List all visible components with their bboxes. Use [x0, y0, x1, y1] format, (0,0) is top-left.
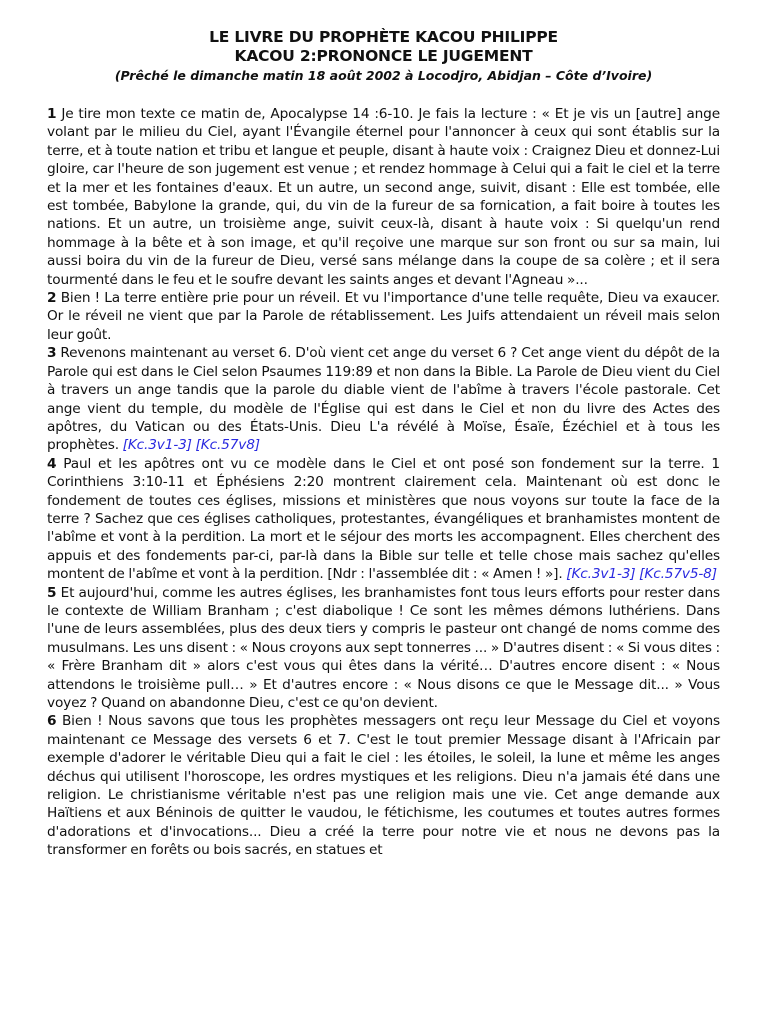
- cross-reference-link[interactable]: [Kc.3v1-3] [Kc.57v8]: [122, 437, 260, 454]
- verse-text: Revenons maintenant au verset 6. D'où vient cet ange du verset 6 ? Cet ange vient du dépôt de la Parole qui est dans le Ciel selon Psaumes 119:89 et non dans la Bible. La Parole de Dieu vient du Ciel à travers un ange tandis que la parole du diable vient de l'abîme à travers l'école pastorale. Cet ange vient du temple, du modèle de l'Église qui est dans le Ciel et non du livre des Actes des apôtres, du Vatican ou des États-Unis. Dieu L'a révélé à Moïse, Ésaïe, Ézéchiel et à tous les prophètes.: [47, 345, 720, 454]
- verse-paragraph: [47, 712, 720, 859]
- cross-reference-link[interactable]: [Kc.3v1-3] [Kc.57v5-8]: [566, 566, 717, 583]
- verse-paragraph: [47, 344, 720, 454]
- document-subtitle: (Prêché le dimanche matin 18 août 2002 à Locodjro, Abidjan – Côte d’Ivoire): [114, 68, 653, 83]
- verse-paragraph: [47, 455, 720, 584]
- verse-text: Bien ! Nous savons que tous les prophètes messagers ont reçu leur Message du Ciel et voyons maintenant ce Message des versets 6 et 7. C'est le tout premier Message disant à l'Africain par exemple d'adorer le véritable Dieu qui a fait le ciel : les étoiles, le soleil, la lune et même les anges déchus qui utilisent l'horoscope, les ordres mystiques et les religions. Dieu n'a jamais été dans une religion. Le christianisme véritable n'est pas une religion mais une vie. Cet ange demande aux Haïtiens et aux Béninois de quitter le vaudou, le fétichisme, les coutumes et toutes autres formes d'adorations et d'invocations... Dieu a créé la terre pour notre vie et nous ne devons pas la transformer en forêts ou bois sacrés, en statues et: [47, 713, 720, 859]
- sermon-body: [47, 105, 720, 860]
- verse-number: 2: [47, 290, 57, 307]
- verse-paragraph: [47, 584, 720, 713]
- verse-number: 1: [47, 106, 57, 122]
- verse-paragraph: [47, 105, 720, 289]
- verse-text: Je tire mon texte ce matin de, Apocalypse 14 :6-10. Je fais la lecture : « Et je vis un [autre] ange volant par le milieu du Ciel, ayant l'Évangile éternel pour l'annoncer à ceux qui sont établis sur la terre, et à toute nation et tribu et langue et peuple, disant à haute voix : Craignez Dieu et donnez-Lui gloire, car l'heure de son jugement est venue ; et rendez hommage à Celui qui a fait le ciel et la terre et la mer et les fontaines d'eaux. Et un autre, un second ange, suivit, disant : Elle est tombée, elle est tombée, Babylone la grande, qui, du vin de la fureur de sa fornication, a fait boire à toutes les nations. Et un autre, un troisième ange, suivit ceux-là, disant à haute voix : Si quelqu'un rend hommage à la bête et à son image, et qu'il reçoive une marque sur son front ou sur sa main, lui aussi boira du vin de la fureur de Dieu, versé sans mélange dans la coupe de sa colère ; et il sera tourmenté dans le feu et le soufre devant les saints anges et devant l'Agneau »...: [47, 106, 720, 288]
- verse-number: 5: [47, 584, 57, 601]
- verse-text: Et aujourd'hui, comme les autres églises, les branhamistes font tous leurs efforts pour rester dans le contexte de William Branham ; c'est diabolique ! Ce sont les mêmes démons luthériens. Dans l'une de leurs assemblées, plus des deux tiers y compris le pasteur ont changé de noms comme des musulmans. Les uns disent : « Nous croyons aux sept tonnerres ... » D'autres disent : « Si vous dites : « Frère Branham dit » alors c'est vous qui êtes dans la vérité… D'autres encore disent : « Nous attendons le troisième pull… » Et d'autres encore : « Nous disons ce que le Message dit... » Vous voyez ? Quand on abandonne Dieu, c'est ce qu'on devient.: [47, 584, 720, 711]
- verse-paragraph: [47, 289, 720, 344]
- document-title-line-1: LE LIVRE DU PROPHÈTE KACOU PHILIPPE: [209, 28, 558, 46]
- document-title-line-2: KACOU 2:PRONONCE LE JUGEMENT: [234, 47, 533, 65]
- verse-number: 4: [47, 455, 57, 472]
- verse-text: Paul et les apôtres ont vu ce modèle dans le Ciel et ont posé son fondement sur la terre. 1 Corinthiens 3:10-11 et Éphésiens 2:20 montrent clairement cela. Maintenant où est donc le fondement de toutes ces églises, missions et ministères que nous voyons sur toute la face de la terre ? Sachez que ces églises catholiques, protestantes, évangéliques et branhamistes montent de l'abîme et vont à la perdition. La mort et le séjour des morts les accompagnent. Elles cherchent des appuis et des fondements par-ci, par-là dans la Bible sur telle et telle chose mais sachez qu'elles montent de l'abîme et vont à la perdition. [Ndr : l'assemblée dit : « Amen ! »].: [47, 455, 720, 583]
- verse-text: Bien ! La terre entière prie pour un réveil. Et vu l'importance d'une telle requête, Dieu va exaucer. Or le réveil ne vient que par la Parole de rétablissement. Les Juifs attendaient un réveil mais selon leur goût.: [47, 290, 720, 343]
- verse-number: 3: [47, 345, 57, 362]
- verse-number: 6: [47, 713, 57, 730]
